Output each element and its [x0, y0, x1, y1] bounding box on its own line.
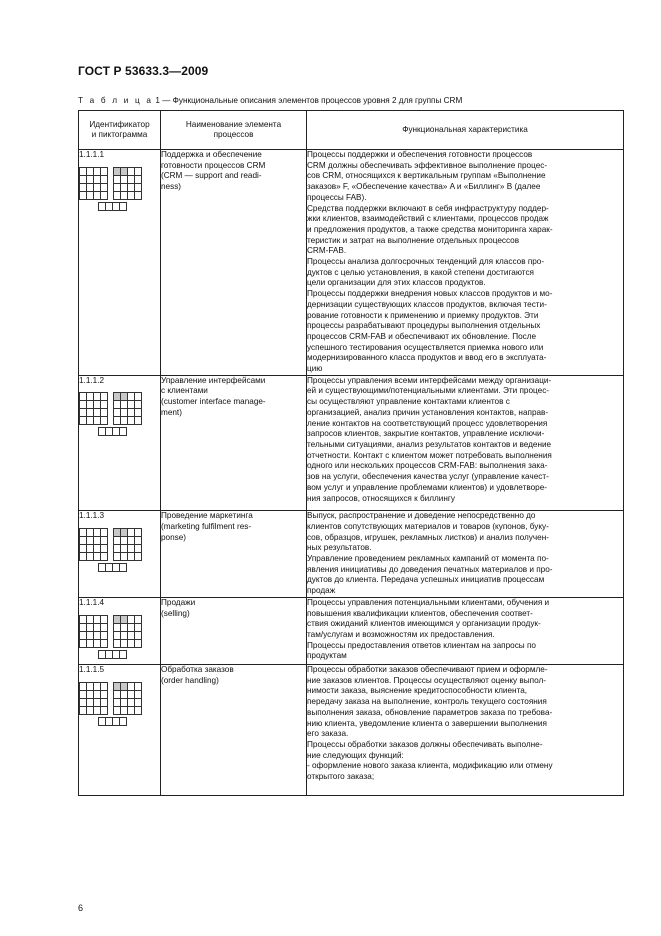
process-id-cell	[79, 511, 161, 598]
column-header-line: Функциональная характеристика	[402, 124, 528, 134]
process-description-line: передачу заказа на выполнение, контроль текущего состояния	[307, 697, 547, 707]
process-description-cell	[307, 665, 624, 796]
process-description-cell	[307, 597, 624, 664]
table-caption-prefix: Т а б л и ц а	[78, 96, 154, 105]
process-name-line: ment)	[161, 407, 182, 417]
process-description-line: повышения квалификации клиентов, обеспечения соответ-	[307, 608, 533, 618]
process-description-line: процессов CRM-FAB и обеспечивают их обновление. После	[307, 331, 537, 341]
process-description-line: сы осуществляют управление контактами клиентов с	[307, 397, 510, 407]
process-description-line: вом услуг и управление проблемами клиентов) и удовлетворе-	[307, 482, 547, 492]
process-description-cell	[307, 150, 624, 376]
process-name-cell	[161, 375, 307, 510]
process-description-line: и предложения продуктов, а также средства мониторинга харак-	[307, 224, 553, 234]
column-header-line: и пиктограмма	[91, 130, 148, 139]
process-description-line: теристик и затрат на выполнение отдельных процессов	[307, 235, 520, 245]
process-description-line: сов CRM, относящихся к вертикальным группам «Выполнение	[307, 171, 546, 181]
process-description-line: Процессы обработки заказов обеспечивают прием и оформле-	[307, 665, 548, 675]
process-description-line: нию клиента, уведомление клиента о завершении выполнения	[307, 718, 547, 728]
process-description-line: тельными ситуациями, анализ результатов контактов и ведение	[307, 439, 552, 449]
column-header-id	[79, 111, 161, 150]
table-row	[79, 375, 624, 510]
process-name-line: ponse)	[161, 532, 187, 542]
process-description-line: ных результатов.	[307, 543, 372, 553]
process-description-line: Процессы управления потенциальными клиентами, обучения и	[307, 597, 550, 607]
process-description-line: нимости заказа, выяснение кредитоспособности клиента,	[307, 686, 528, 696]
process-description-line: Процессы поддержки и обеспечения готовности процессов	[307, 150, 533, 159]
process-description-line: CRM должны обеспечивать эффективное выполнение процес-	[307, 160, 548, 170]
process-name-line: Управление интерфейсами	[161, 375, 266, 385]
process-description-line: Процессы анализа долгосрочных тенденций для классов про-	[307, 257, 545, 267]
process-name-line: с клиентами	[161, 386, 208, 396]
process-name-line: Продажи	[161, 597, 196, 607]
process-description-line: ей и существующими/потенциальными клиентами. Эти процес-	[307, 386, 550, 396]
process-description-line: Процессы обработки заказов должны обеспечивать выполне-	[307, 739, 543, 749]
process-description-line: Средства поддержки включают в себя инфраструктуру поддер-	[307, 203, 549, 213]
process-description-line: цию	[307, 364, 323, 374]
column-header-line: процессов	[213, 130, 254, 139]
process-description-line: жки клиентов, взаимодействий с клиентами, процессов продаж	[307, 214, 549, 224]
process-name-line: (marketing fulfilment res-	[161, 521, 252, 531]
table-header-row	[79, 111, 624, 150]
process-name-cell	[161, 597, 307, 664]
process-description-line: Процессы предоставления ответов клиентам на запросы по	[307, 640, 536, 650]
process-description-line: зов на услуги, обеспечения качества услуг (управление качест-	[307, 472, 549, 482]
process-description-line: сов, образцов, игрушек, рекламных листков) и анализ получен-	[307, 532, 549, 542]
process-pictogram-icon	[79, 167, 145, 212]
column-header-line: Наименование элемента	[185, 119, 282, 129]
table-row	[79, 150, 624, 376]
process-description-line: цели организации для этих классов продуктов.	[307, 278, 486, 288]
process-id-cell	[79, 375, 161, 510]
table-row	[79, 511, 624, 598]
process-description-line: Управление проведением рекламных кампаний от момента по-	[307, 554, 549, 564]
process-description-cell	[307, 375, 624, 510]
process-description-line: ния запросов, относящихся к биллингу	[307, 493, 455, 503]
process-description-line: дуктов до клиента. Передача успешных инициатив процессам	[307, 575, 545, 585]
process-name-line: (order handling)	[161, 675, 219, 685]
process-pictogram-icon	[79, 682, 145, 727]
process-description-line: дуктов с целью установления, в какой степени достигаются	[307, 267, 534, 277]
process-id-cell	[79, 150, 161, 376]
process-description-line: рование готовности к применению и приемку продуктов. Эти	[307, 310, 539, 320]
process-description-line: заказов» F, «Обеспечение качества» A и «Биллинг» B (далее	[307, 182, 541, 192]
process-id: 1.1.1.4	[79, 597, 105, 607]
document-header: ГОСТ Р 53633.3—2009	[78, 64, 209, 78]
column-header-description	[307, 111, 624, 150]
process-id: 1.1.1.1	[79, 150, 105, 159]
process-description-cell	[307, 511, 624, 598]
process-description-line: Процессы управления всеми интерфейсами между организаци-	[307, 375, 552, 385]
page-number: 6	[78, 903, 84, 913]
process-description-line: продаж	[307, 586, 336, 596]
process-name-line: (customer interface manage-	[161, 397, 266, 407]
process-name-cell	[161, 150, 307, 376]
table-row	[79, 665, 624, 796]
process-id: 1.1.1.5	[79, 665, 105, 675]
process-description-line: ление контактов на соответствующий процесс удовлетворения	[307, 418, 548, 428]
process-description-line: выполнения заказа, обновление параметров заказа по требова-	[307, 707, 553, 717]
table-row	[79, 597, 624, 664]
process-id: 1.1.1.3	[79, 511, 105, 521]
process-description-line: ние заказов клиентов. Процессы осуществляют оценку выпол-	[307, 675, 546, 685]
process-name-line: Обработка заказов	[161, 665, 234, 675]
process-pictogram-icon	[79, 392, 145, 437]
column-header-name	[161, 111, 307, 150]
column-header-line: Идентификатор	[89, 119, 150, 129]
table-caption-text: 1 — Функциональные описания элементов процессов уровня 2 для группы CRM	[153, 96, 463, 105]
process-description-line: процессы FAB).	[307, 192, 367, 202]
process-description-line: модернизированного класса продуктов и ввод его в эксплуата-	[307, 353, 547, 363]
process-description-line: его заказа.	[307, 729, 349, 739]
process-id-cell	[79, 665, 161, 796]
process-description-line: организацией, анализ причин установления контактов, направ-	[307, 407, 549, 417]
process-description-line: успешного тестирования осуществляется приемка нового или	[307, 342, 544, 352]
process-description-line: Процессы поддержки внедрения новых классов продуктов и мо-	[307, 289, 553, 299]
process-id-cell	[79, 597, 161, 664]
process-name-line: ness)	[161, 182, 182, 192]
process-name-line: Проведение маркетинга	[161, 511, 253, 521]
process-description-line: дернизации существующих классов продуктов, включая тести-	[307, 299, 547, 309]
process-description-line: явления инициативы до доведения печатных материалов и про-	[307, 564, 553, 574]
process-description-line: продуктам	[307, 651, 347, 661]
process-name-cell	[161, 511, 307, 598]
process-description-line: Выпуск, распространение и доведение непосредственно до	[307, 511, 536, 521]
process-description-line: одного или нескольких процессов CRM-FAB: выполнения зака-	[307, 461, 548, 471]
process-name-line: готовности процессов CRM	[161, 160, 266, 170]
process-description-line: там/услугам и возможностям их предоставления.	[307, 629, 495, 639]
process-description-line: CRM-FAB.	[307, 246, 347, 256]
process-pictogram-icon	[79, 615, 145, 660]
process-description-line: открытого заказа;	[307, 772, 375, 782]
process-id: 1.1.1.2	[79, 375, 105, 385]
process-description-line: ствия ожиданий клиентов имеющимся у организации продук-	[307, 619, 541, 629]
process-name-cell	[161, 665, 307, 796]
functional-description-table	[78, 110, 624, 796]
process-description-line: клиентов сопутствующих материалов и товаров (купонов, буку-	[307, 521, 549, 531]
table-caption	[78, 96, 462, 105]
process-description-line: отчетности. Контакт с клиентом может потребовать выполнения	[307, 450, 552, 460]
process-name-line: Поддержка и обеспечение	[161, 150, 262, 159]
process-description-line: процессы разрабатывают процедуры выполнения отдельных	[307, 321, 541, 331]
process-name-line: (CRM — support and readi-	[161, 171, 262, 181]
process-pictogram-icon	[79, 528, 145, 573]
process-description-line: - оформление нового заказа клиента, модификацию или отмену	[307, 761, 553, 771]
process-description-line: ние следующих функций:	[307, 750, 404, 760]
process-description-line: запросов клиентов, закрытие контактов, управление исключи-	[307, 429, 545, 439]
process-name-line: (selling)	[161, 608, 190, 618]
